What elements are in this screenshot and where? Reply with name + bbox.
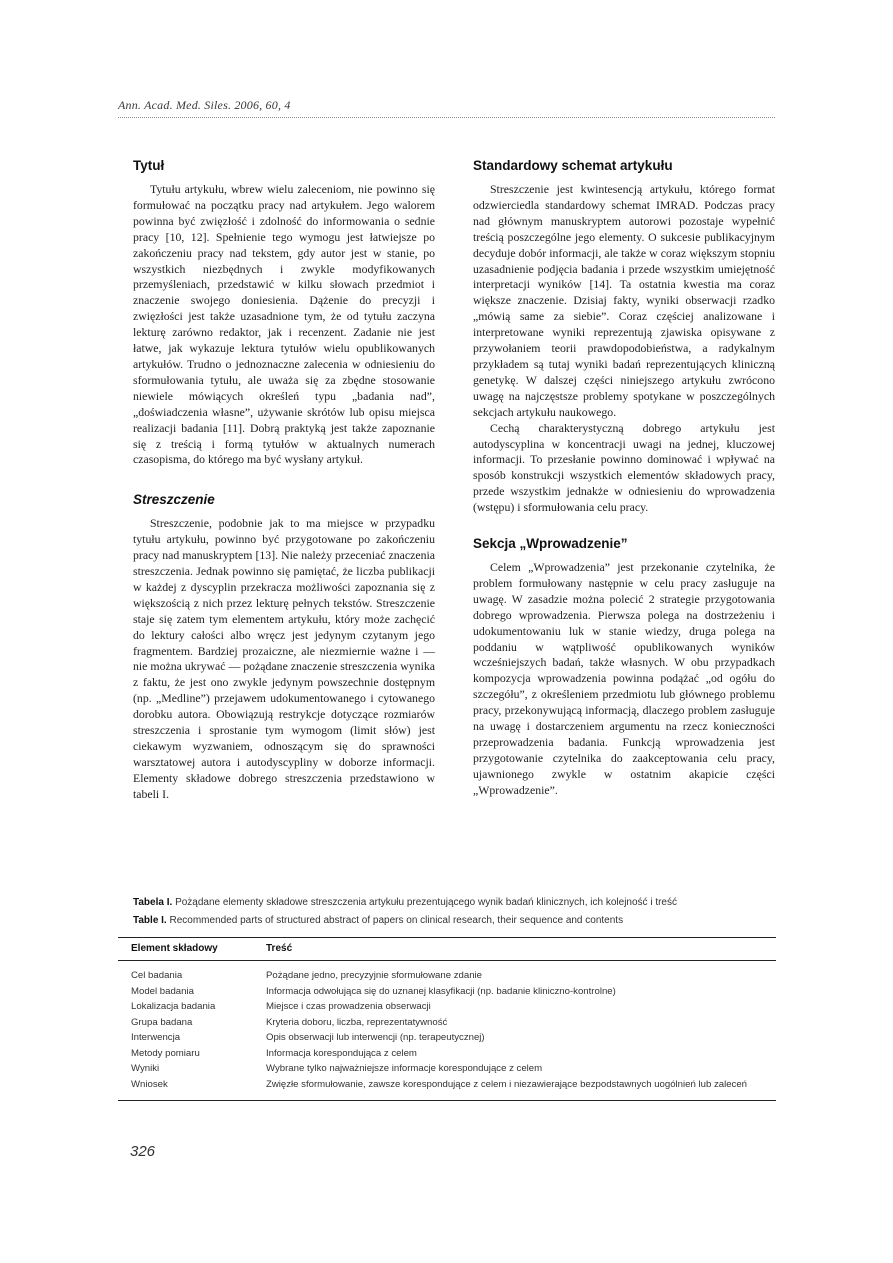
section-heading-tytul: Tytuł (133, 158, 165, 173)
table-cell-content: Kryteria doboru, liczba, reprezentatywność (266, 1016, 448, 1028)
table-cell-content: Miejsce i czas prowadzenia obserwacji (266, 1001, 431, 1012)
table-cell-element: Cel badania (131, 970, 183, 981)
table-cell-content: Informacja odwołująca się do uznanej klasyfikacji (np. badanie kliniczno-kontrolne) (266, 985, 616, 997)
paragraph-schemat-2: Cechą charakterystyczną dobrego artykułu jest autodyscyplina w koncentracji uwagi na jednej, kluczowej informacji. To przesłanie powinno dominować i wpływać na sposób konstrukcji wszystkich elementów składowych pracy, przede wszystkim jednakże w odniesieniu do wprowadzenia (wstępu) i sformułowania celu pracy. (473, 420, 775, 515)
table-caption-en-text: Recommended parts of structured abstract of papers on clinical research, their sequence and contents (169, 915, 624, 926)
header-divider (118, 117, 775, 118)
paragraph-schemat-1: Streszczenie jest kwintesencją artykułu, którego format odzwierciedla standardowy schemat IMRAD. Podczas pracy nad głównym manuskryptem autorowi pozostaje wypełnić treścią poszczególne jego elementy. O sukcesie publikacyjnym decyduje dobór informacji, ale także w coraz większym stopniu uzasadnienie podjęcia badania i przede wszystkim umiejętność interpretacji wyników [14]. Ta ostatnia kwestia ma coraz większe znaczenie. Dzisiaj fakty, wyniki obserwacji rzadko „mówią same za siebie”. Coraz częściej analizowane i interpretowane wyniki reprezentują zjawiska opisywane z przywołaniem teorii prawdopodobieństwa, a radykalnym przykładem są tutaj wyniki badań reprezentujących kliniczną genetykę. W dalszej części niniejszego artykułu zwrócono uwagę na najczęstsze problemy spotykane w poszczególnych sekcjach artykułu naukowego. (473, 182, 775, 419)
section-heading-streszczenie: Streszczenie (133, 492, 215, 508)
journal-header: Ann. Acad. Med. Siles. 2006, 60, 4 (118, 98, 291, 112)
table-header-content: Treść (266, 938, 776, 961)
table-row (118, 1062, 776, 1078)
table-cell-element: Wyniki (131, 1063, 160, 1074)
left-column (133, 158, 435, 803)
table-row (118, 1046, 776, 1062)
table-cell-element: Wniosek (118, 1077, 266, 1101)
table-cell-element: Model badania (131, 985, 194, 997)
paragraph-tytul: Tytułu artykułu, wbrew wielu zaleceniom, nie powinno się formułować na początku pracy nad artykułem. Jego walorem powinna być zwięzłość i zdolność do informowania o sednie pracy [10, 12]. Spełnienie tego wymogu jest łatwiejsze po zakończeniu pracy nad tekstem, gdy autor jest w stanie, po wszystkich niezbędnych i zwykle modyfikowanych przemyśleniach, przedstawić w kilku słowach przedmiot i znaczenie swojego doniesienia. Dążenie do precyzji i zwięzłości jest także uzasadnione tym, że od tytułu zaczyna lekturę zarówno redaktor, jak i recenzent. Zadanie nie jest łatwe, jak wykazuje lektura tytułów wielu opublikowanych artykułów. Trudno o jednoznaczne zalecenia w odniesieniu do sformułowania tytułu, ale uważa się za zbędne stosowanie niewiele mówiących określeń typu „badania nad”, „doświadczenia własne”, używanie skrótów lub opisu miejsca realizacji badania [11]. Dobrą praktyką jest także zapoznanie się z treścią i formą tytułów w aktualnych numerach czasopisma, do którego ma być wysłany artykuł. (133, 182, 435, 467)
abstract-elements-table (118, 937, 776, 1101)
table-row (118, 961, 776, 985)
table-cell-element: Metody pomiaru (131, 1047, 200, 1059)
table-cell-content: Zwięzłe sformułowanie, zawsze korespondujące z celem i niezawierające bezpodstawnych uogólnień lub zaleceń (266, 1077, 776, 1101)
table-caption-pl-text: Pożądane elementy składowe streszczenia artykułu prezentującego wynik badań klinicznych, ich kolejność i treść (175, 897, 677, 908)
table-caption-pl-label: Tabela I. (133, 897, 173, 908)
table-row (118, 1015, 776, 1031)
table-caption-pl (133, 897, 793, 908)
table-cell-content: Pożądane jedno, precyzyjnie sformułowane zdanie (266, 970, 482, 981)
section-heading-schemat: Standardowy schemat artykułu (473, 158, 673, 173)
page-number: 326 (130, 1143, 156, 1160)
table-cell-content: Opis obserwacji lub interwencji (np. terapeutycznej) (266, 1032, 485, 1043)
table-cell-content: Wybrane tylko najważniejsze informacje korespondujące z celem (266, 1063, 543, 1074)
table-row (118, 984, 776, 1000)
table-row (118, 1000, 776, 1016)
table-caption-en (133, 915, 793, 926)
paragraph-wprowadzenie: Celem „Wprowadzenia” jest przekonanie czytelnika, że problem formułowany następnie w celu pracy zasługuje na uwagę. W zasadzie można polecić 2 strategie przygotowania dobrego wprowadzenia. Pierwsza polega na dostrzeżeniu i udokumentowaniu luk w stanie wiedzy, druga polega na poddaniu w wątpliwość opublikowanych wyników wcześniejszych badań, także własnych. W obu przypadkach kompozycja wprowadzenia powinna podążać „od ogółu do szczegółu”, z określeniem przedmiotu lub głównego problemu pracy, przekonywującą informacją, dlaczego problem zasługuje na uwagę i dostarczeniem argumentu na rzecz konieczności przeprowadzenia badania. Funkcją wprowadzenia jest przygotowanie czytelnika do zaakceptowania celu pracy, ujawnionego zwykle w ostatnim akapicie części „Wprowadzenie”. (473, 560, 775, 797)
paragraph-streszczenie: Streszczenie, podobnie jak to ma miejsce w przypadku tytułu artykułu, powinno być przygotowane po zakończeniu pracy nad manuskryptem [13]. Nie należy przeceniać znaczenia streszczenia. Jednak powinno się pamiętać, że liczba publikacji w każdej z dyscyplin przekracza możliwości zapoznania się z większością z nich przez lekturę pełnych tekstów. Streszczenie staje się zatem tym elementem artykułu, który może zachęcić do lektury całości albo wręcz jest jedynym czytanym jego fragmentem. Bardziej prozaiczne, ale niezmiernie ważne i — nie można ukrywać — pożądane znaczenie streszczenia wynika z faktu, że jest ono zwykle jedynym powszechnie dostępnym (np. „Medline”) przejawem udokumentowanego i cytowanego dorobku autora. Obowiązują restrykcje dotyczące rozmiarów streszczenia i sprostanie tym wymogom (limit słów) jest ciekawym wyzwaniem, odnoszącym się do sprawności warsztatowej autora i autodyscypliny w doborze informacji. Elementy składowe dobrego streszczenia przedstawiono w tabeli I. (133, 516, 435, 801)
table-cell-element: Interwencja (131, 1032, 181, 1043)
table-row (118, 1031, 776, 1047)
table-caption-en-label: Table I. (133, 915, 167, 926)
table-cell-element: Grupa badana (131, 1016, 193, 1028)
table-row (118, 1077, 776, 1101)
right-column (473, 158, 775, 799)
table-header-element: Element składowy (118, 938, 266, 961)
section-heading-wprowadzenie: Sekcja „Wprowadzenie” (473, 536, 628, 552)
table-cell-content: Informacja korespondująca z celem (266, 1047, 417, 1059)
table-header-row (118, 938, 776, 961)
table-cell-element: Lokalizacja badania (131, 1001, 216, 1012)
